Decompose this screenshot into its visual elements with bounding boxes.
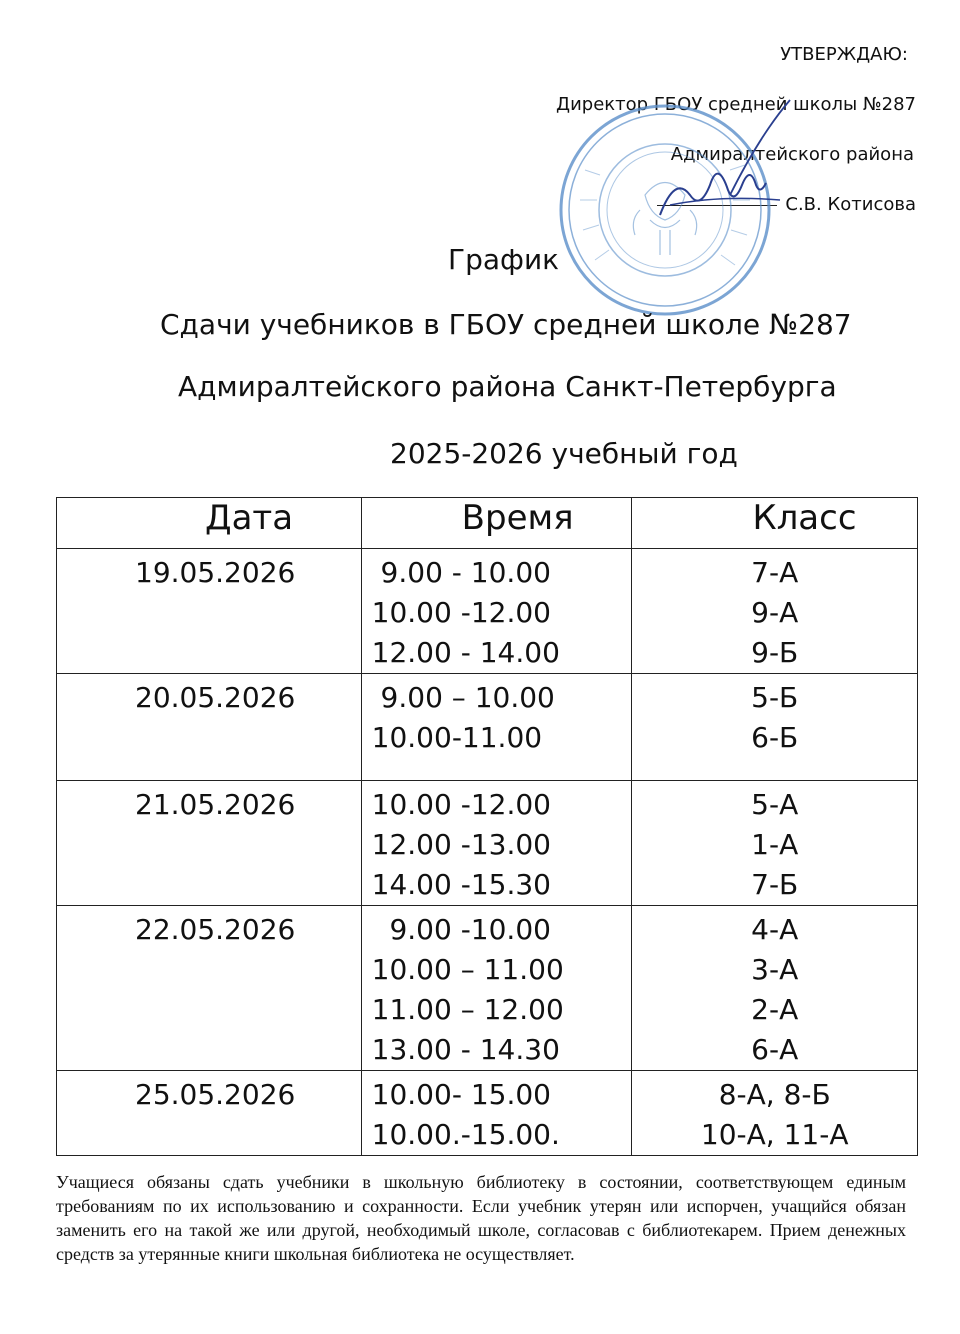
cell-class — [632, 674, 918, 781]
time-slot: 14.00 -15.30 — [371, 868, 551, 901]
cell-class — [632, 1071, 918, 1156]
class-name: 4-А — [751, 913, 799, 946]
cell-class — [632, 906, 918, 1071]
date-text: 25.05.2026 — [135, 1078, 296, 1111]
class-name: 7-Б — [751, 868, 799, 901]
document-title: График — [448, 243, 560, 276]
header-time: Время — [361, 498, 632, 549]
class-name: 1-А — [751, 828, 799, 861]
time-slot: 10.00 -12.00 — [371, 788, 551, 821]
cell-time — [361, 781, 632, 906]
cell-padding — [372, 758, 632, 780]
footnote-text: Учащиеся обязаны сдать учебники в школьную библиотеку в состоянии, соответствующем единым требованиям по их использованию и сохранности. Если учебник утерян или испорчен, учащийся обязан заменить его на такой же или другой, необходимый школе, согласовав с библиотекарем. Прием денежных средств за утерянные книги школьная библиотека не осуществляет. — [56, 1172, 906, 1264]
cell-date — [57, 1071, 362, 1156]
school-year: 2025-2026 учебный год — [390, 437, 738, 470]
cell-date — [57, 906, 362, 1071]
class-name: 9-А — [751, 596, 799, 629]
cell-time — [361, 674, 632, 781]
cell-date — [57, 549, 362, 674]
time-slot: 13.00 - 14.30 — [371, 1033, 560, 1066]
cell-class — [632, 549, 918, 674]
class-name: 9-Б — [751, 636, 799, 669]
time-slot: 9.00 - 10.00 — [371, 556, 551, 589]
schedule-body — [57, 549, 918, 1156]
time-slot: 10.00.-15.00. — [371, 1118, 560, 1151]
time-slot: 12.00 -13.00 — [371, 828, 551, 861]
header-date: Дата — [57, 498, 362, 549]
document-subtitle: Сдачи учебников в ГБОУ средней школе №287 — [160, 308, 852, 341]
time-slot: 10.00-11.00 — [371, 721, 543, 754]
class-name: 2-А — [751, 993, 799, 1026]
approval-signer: С.В. Котисова — [785, 194, 916, 215]
approval-district: Адмиралтейского района — [670, 144, 914, 165]
class-name: 8-А, 8-Б — [718, 1078, 831, 1111]
date-text: 19.05.2026 — [135, 556, 296, 589]
date-text: 22.05.2026 — [135, 913, 296, 946]
time-slot: 10.00 -12.00 — [371, 596, 551, 629]
table-row — [57, 906, 918, 1071]
date-text: 20.05.2026 — [135, 681, 296, 714]
signature-icon — [640, 95, 800, 245]
cell-time — [361, 1071, 632, 1156]
header-class: Класс — [632, 498, 918, 549]
table-row — [57, 674, 918, 781]
cell-class — [632, 781, 918, 906]
table-row — [57, 781, 918, 906]
table-row — [57, 1071, 918, 1156]
date-text: 21.05.2026 — [135, 788, 296, 821]
cell-date — [57, 781, 362, 906]
cell-time — [361, 906, 632, 1071]
cell-date — [57, 674, 362, 781]
table-header-row — [57, 498, 918, 549]
class-name: 5-Б — [751, 681, 799, 714]
time-slot: 12.00 - 14.00 — [371, 636, 560, 669]
class-name: 6-Б — [751, 721, 799, 754]
schedule-table — [56, 497, 918, 1156]
approval-title: УТВЕРЖДАЮ: — [780, 44, 908, 65]
cell-padding — [632, 758, 917, 780]
cell-time — [361, 549, 632, 674]
class-name: 5-А — [751, 788, 799, 821]
time-slot: 10.00 – 11.00 — [371, 953, 564, 986]
time-slot: 11.00 – 12.00 — [371, 993, 564, 1026]
class-name: 6-А — [751, 1033, 799, 1066]
document-subtitle-district: Адмиралтейского района Санкт-Петербурга — [178, 370, 837, 403]
time-slot: 9.00 -10.00 — [371, 913, 551, 946]
time-slot: 9.00 – 10.00 — [371, 681, 555, 714]
approval-position: Директор ГБОУ средней школы №287 — [556, 94, 916, 115]
time-slot: 10.00- 15.00 — [371, 1078, 551, 1111]
class-name: 7-А — [751, 556, 799, 589]
class-name: 3-А — [751, 953, 799, 986]
table-row — [57, 549, 918, 674]
class-name: 10-А, 11-А — [700, 1118, 849, 1151]
